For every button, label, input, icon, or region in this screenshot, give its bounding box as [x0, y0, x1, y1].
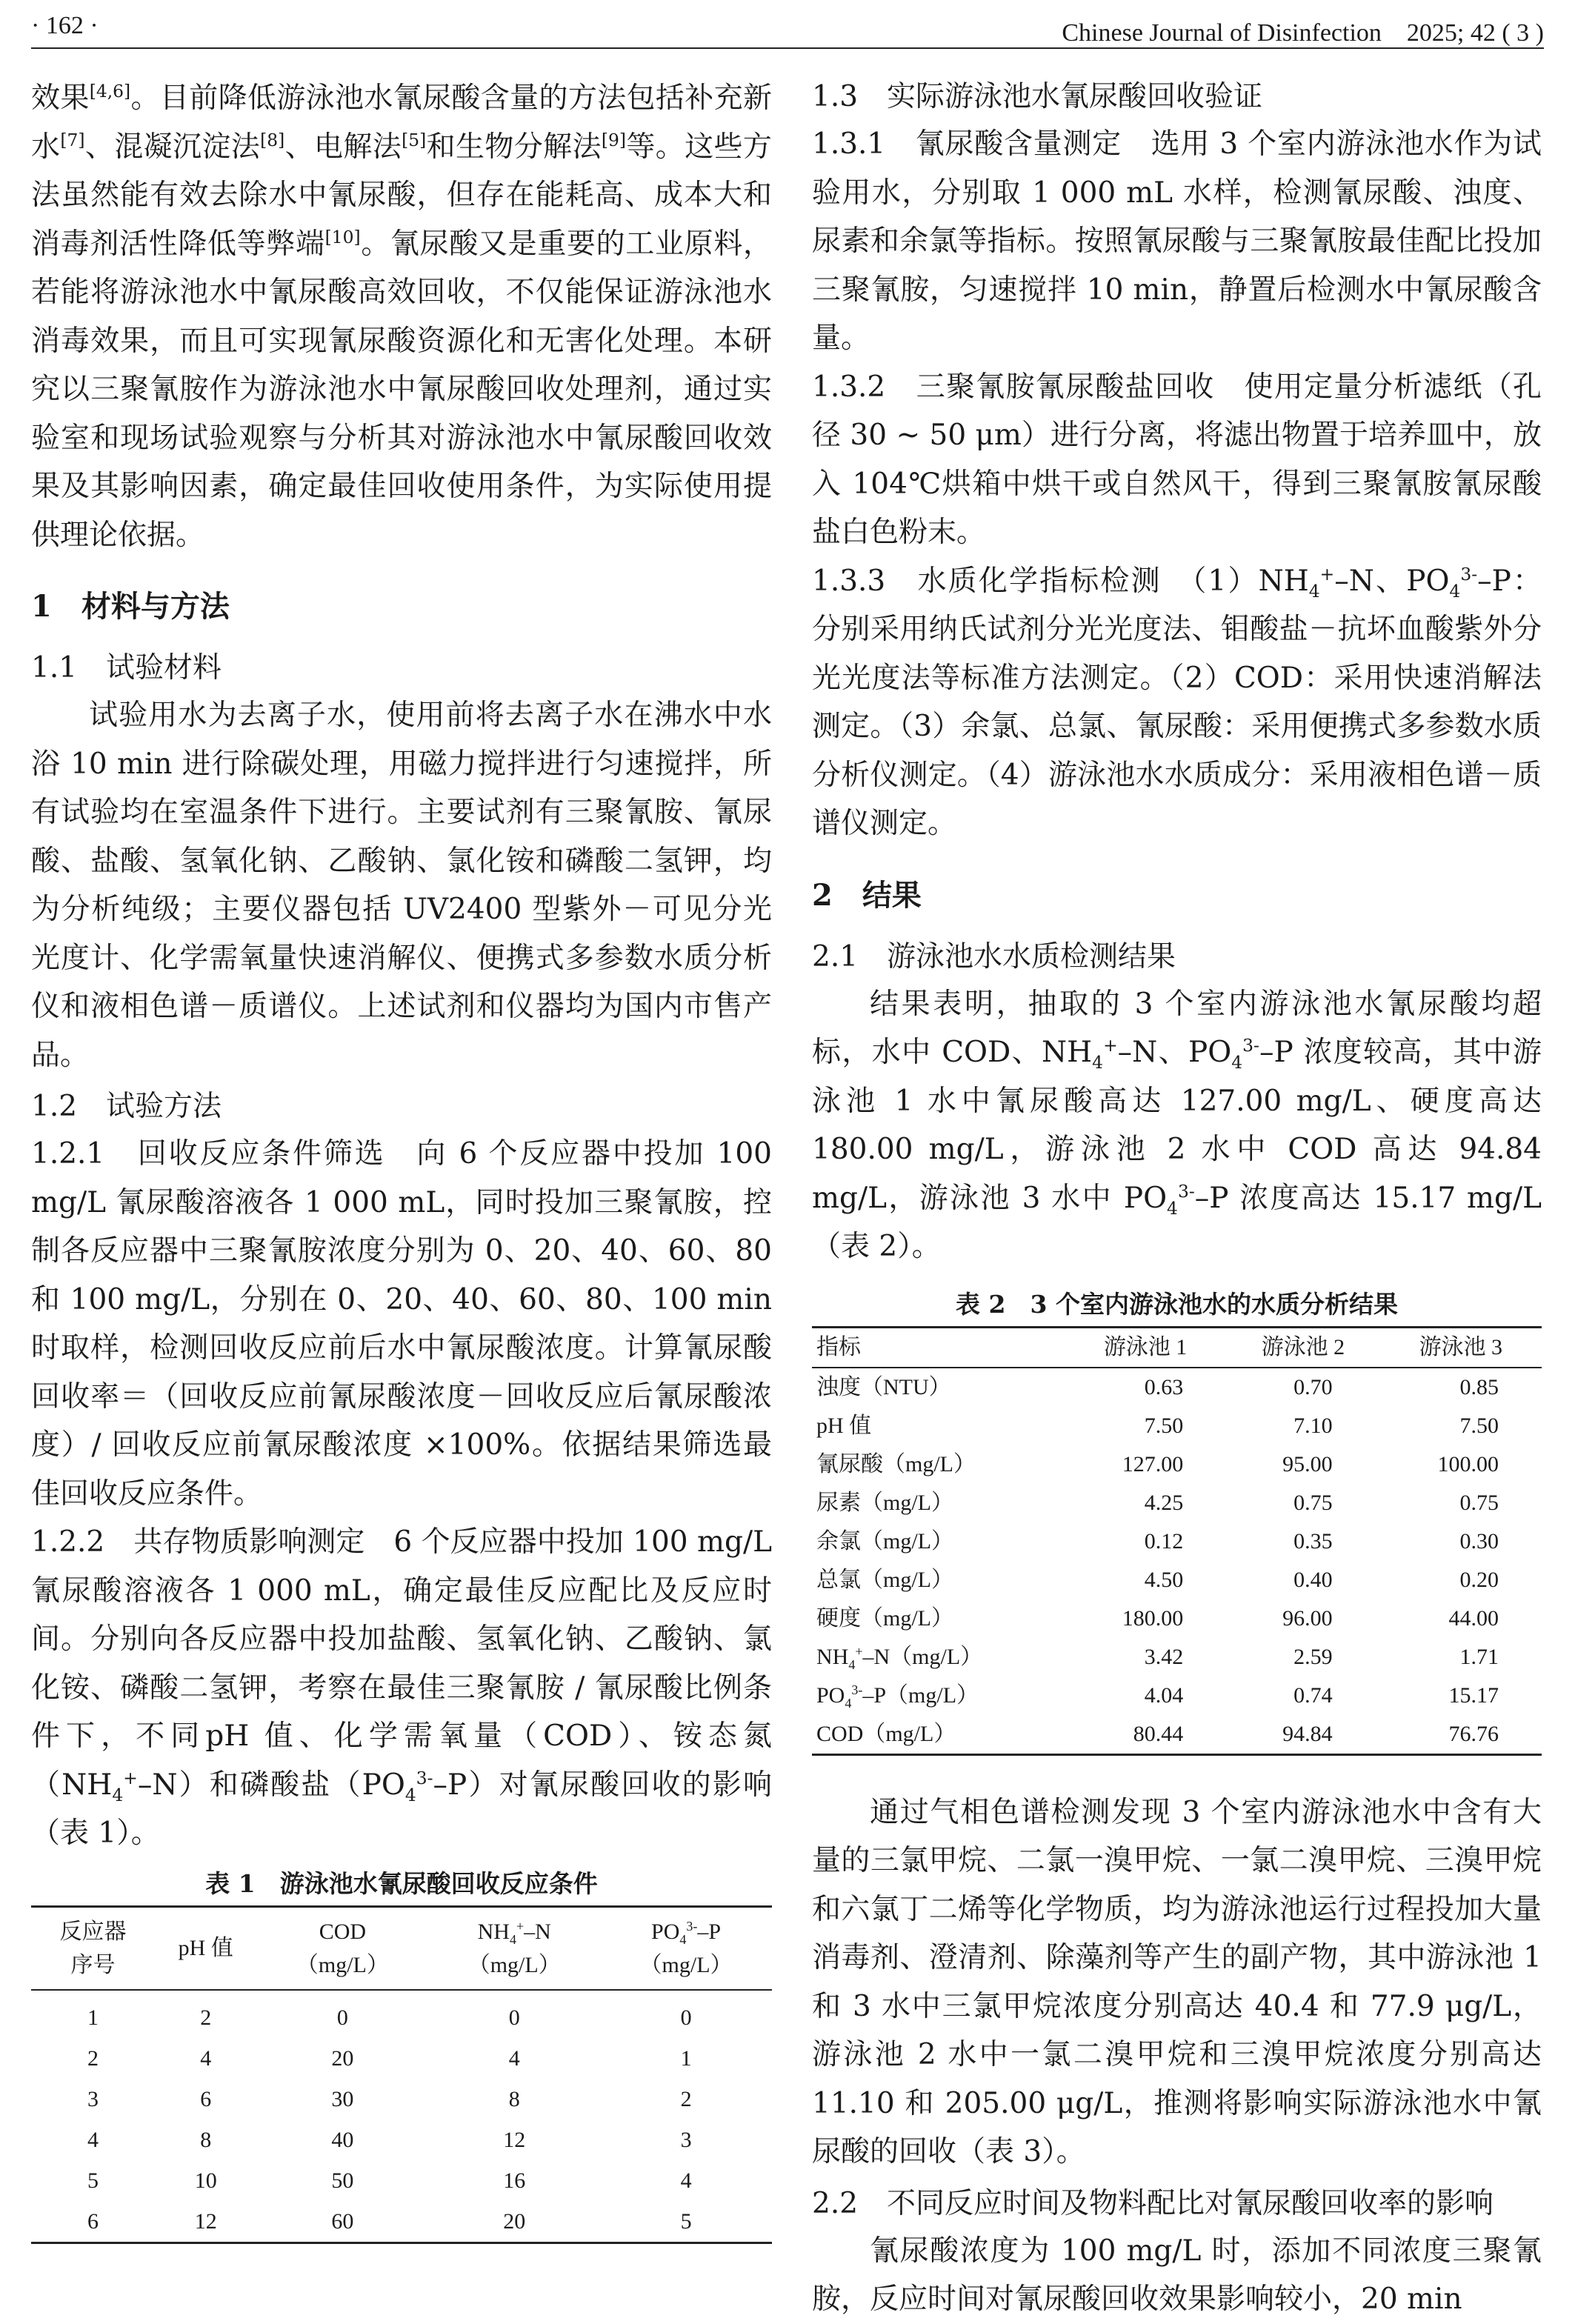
running-header: [31, 10, 1544, 49]
paragraph-1-3-1: 1.3.1 氰尿酸含量测定 选用 3 个室内游泳池水作为试验用水，分别取 1 000 mL 水样，检测氰尿酸、浊度、尿素和余氯等指标。按照氰尿酸与三聚氰胺最佳配比投加三聚氰胺，匀速搅拌 10 min，静置后检测水中氰尿酸含量。: [812, 127, 1542, 355]
table-row: 6 12 60 20 5: [31, 2201, 772, 2243]
table-header-cell: 游泳池 2: [1226, 1327, 1375, 1368]
table-header-cell: $NH_4^+-N$ （mg/L）: [428, 1906, 600, 1990]
section-heading-2: 2 结果: [812, 877, 922, 913]
table-row: 硬度（mg/L） 180.00 96.00 44.00: [816, 1605, 1499, 1631]
table-header-cell: 指标: [812, 1327, 1060, 1368]
paragraph-1-2-2: 1.2.2 共存物质影响测定 6 个反应器中投加 100 mg/L 氰尿酸溶液各 1 000 mL，确定最佳反应配比及反应时间。分别向各反应器中投加盐酸、氢氧化钠、乙酸钠、氯化铵、磷酸二氢钾，考察在最佳三聚氰胺 / 氰尿酸比例条件下，不同pH 值、化学需氧量（COD）、铵态氮$(NH_4^+-N)$和磷酸盐$(PO_4^{3-}-P)$对氰尿酸回收的影响（表 1）。: [31, 1525, 772, 1850]
paragraph-2-1: 结果表明，抽取的 3 个室内游泳池水氰尿酸均超标，水中 COD、$NH_4^+-N$、$PO_4^{3-}-P$ 浓度较高，其中游泳池 1 水中氰尿酸高达 127.00 mg/L、硬度高达 180.00 mg/L，游泳池 2 水中 COD 高达 94.84 mg/L，游泳池 3 水中 $PO_4^{3-}-P$ 浓度高达 15.17 mg/L（表 2）。: [812, 987, 1542, 1263]
paragraph-materials: 试验用水为去离子水，使用前将去离子水在沸水中水浴 10 min 进行除碳处理，用磁力搅拌进行匀速搅拌，所有试验均在室温条件下进行。主要试剂有三聚氰胺、氰尿酸、盐酸、氢氧化钠、乙酸钠、氯化铵和磷酸二氢钾，均为分析纯级；主要仪器包括 UV2400 型紫外－可见分光光度计、化学需氧量快速消解仪、便携式多参数水质分析仪和液相色谱－质谱仪。上述试剂和仪器均为国内市售产品。: [31, 699, 772, 1072]
table-row: COD（mg/L） 80.44 94.84 76.76: [812, 1715, 1542, 1755]
table-header-cell: 反应器 序号: [31, 1906, 155, 1990]
table-header-cell: 游泳池 1: [1060, 1327, 1226, 1368]
right-column: [812, 74, 1542, 2324]
table-header-cell: $PO_4^{3-}-P$ （mg/L）: [600, 1906, 772, 1990]
paragraph-1-2-1: 1.2.1 回收反应条件筛选 向 6 个反应器中投加 100 mg/L 氰尿酸溶液各 1 000 mL，同时投加三聚氰胺，控制各反应器中三聚氰胺浓度分别为 0、20、40、60、80 和 100 mg/L，分别在 0、20、40、60、80、100 min 时取样，检测回收反应前后水中氰尿酸浓度。计算氰尿酸回收率＝（回收反应前氰尿酸浓度－回收反应后氰尿酸浓度）/ 回收反应前氰尿酸浓度 ×100%。依据结果筛选最佳回收反应条件。: [31, 1137, 772, 1511]
table-row: pH 值 7.50 7.10 7.50: [816, 1413, 1499, 1438]
section-heading-2-1: 2.1 游泳池水水质检测结果: [812, 939, 1176, 973]
table-row: 浊度（NTU） 0.63 0.70 0.85: [816, 1374, 1499, 1399]
section-heading-2-2: 2.2 不同反应时间及物料配比对氰尿酸回收率的影响: [812, 2186, 1494, 2220]
table-row: 1 2 0 0 0: [87, 2005, 692, 2030]
section-heading-1-3: 1.3 实际游泳池水氰尿酸回收验证: [812, 80, 1263, 113]
table-row: 余氯（mg/L） 0.12 0.35 0.30: [816, 1528, 1499, 1554]
table-row: $PO_4^{3-}-P(mg/L)$ 4.04 0.74 15.17: [816, 1682, 1499, 1711]
page-number: · 162 ·: [31, 12, 99, 39]
table-row: 3 6 30 8 2: [87, 2086, 692, 2111]
table-row: 4 8 40 12 3: [87, 2127, 692, 2152]
table-header-row: [31, 1906, 772, 1990]
paragraph-1-3-2: 1.3.2 三聚氰胺氰尿酸盐回收 使用定量分析滤纸（孔径 30 ~ 50 μm）进行分离，将滤出物置于培养皿中，放入 104℃烘箱中烘干或自然风干，得到三聚氰胺氰尿酸盐白色粉末。: [812, 370, 1542, 549]
table-row: 氰尿酸（mg/L） 127.00 95.00 100.00: [816, 1451, 1499, 1476]
table-header-cell: pH 值: [155, 1906, 257, 1990]
table-row: 5 10 50 16 4: [87, 2168, 692, 2193]
section-heading-1-2: 1.2 试验方法: [31, 1090, 222, 1123]
paragraph-2-2: 氰尿酸浓度为 100 mg/L 时，添加不同浓度三聚氰胺，反应时间对氰尿酸回收效果影响较小，20 min: [812, 2234, 1542, 2316]
table-row: 总氯（mg/L） 4.50 0.40 0.20: [816, 1567, 1499, 1592]
table-1: [31, 1905, 772, 2244]
table-1-caption: 表 1 游泳池水氰尿酸回收反应条件: [205, 1868, 598, 1898]
section-heading-1: 1 材料与方法: [31, 589, 230, 624]
table-header-cell: 游泳池 3: [1376, 1327, 1542, 1368]
table-2: [812, 1326, 1542, 1756]
table-2-caption: 表 2 3 个室内游泳池水的水质分析结果: [956, 1289, 1398, 1319]
journal-citation: Chinese Journal of Disinfection 2025; 42 ( 3 ): [1062, 19, 1544, 47]
paragraph-1-3-3: 1.3.3 水质化学指标检测 $(1)NH_4^+-N$、$PO_4^{3-}-P$：分别采用纳氏试剂分光光度法、钼酸盐－抗坏血酸紫外分光光度法等标准方法测定。（2）COD：采用快速消解法测定。（3）余氯、总氯、氰尿酸：采用便携式多参数水质分析仪测定。（4）游泳池水水质成分：采用液相色谱－质谱仪测定。: [812, 563, 1542, 840]
paragraph-gc-results: 通过气相色谱检测发现 3 个室内游泳池水中含有大量的三氯甲烷、二氯一溴甲烷、一氯二溴甲烷、三溴甲烷和六氯丁二烯等化学物质，均为游泳池运行过程投加大量消毒剂、澄清剂、除藻剂等产生的副产物，其中游泳池 1 和 3 水中三氯甲烷浓度分别高达 40.4 和 77.9 μg/L，游泳池 2 水中一氯二溴甲烷和三溴甲烷浓度分别高达 11.10 和 205.00 μg/L，推测将影响实际游泳池水中氰尿酸的回收（表 3）。: [812, 1795, 1542, 2168]
table-header-row: [812, 1327, 1542, 1368]
left-column: [31, 74, 772, 2244]
table-header-cell: COD （mg/L）: [256, 1906, 428, 1990]
section-heading-1-1: 1.1 试验材料: [31, 651, 222, 685]
table-row: $NH_4^+-N(mg/L)$ 3.42 2.59 1.71: [816, 1643, 1499, 1672]
table-row: 2 4 20 4 1: [87, 2045, 692, 2071]
table-row: 尿素（mg/L） 4.25 0.75 0.75: [816, 1490, 1499, 1515]
intro-paragraph: 效果[4,6]。目前降低游泳池水氰尿酸含量的方法包括补充新水[7]、混凝沉淀法[8]、电解法[5]和生物分解法[9]等。这些方法虽然能有效去除水中氰尿酸，但存在能耗高、成本大和消毒剂活性降低等弊端[10]。氰尿酸又是重要的工业原料，若能将游泳池水中氰尿酸高效回收，不仅能保证游泳池水消毒效果，而且可实现氰尿酸资源化和无害化处理。本研究以三聚氰胺作为游泳池水中氰尿酸回收处理剂，通过实验室和现场试验观察与分析其对游泳池水中氰尿酸回收效果及其影响因素，确定最佳回收使用条件，为实际使用提供理论依据。: [31, 81, 772, 552]
